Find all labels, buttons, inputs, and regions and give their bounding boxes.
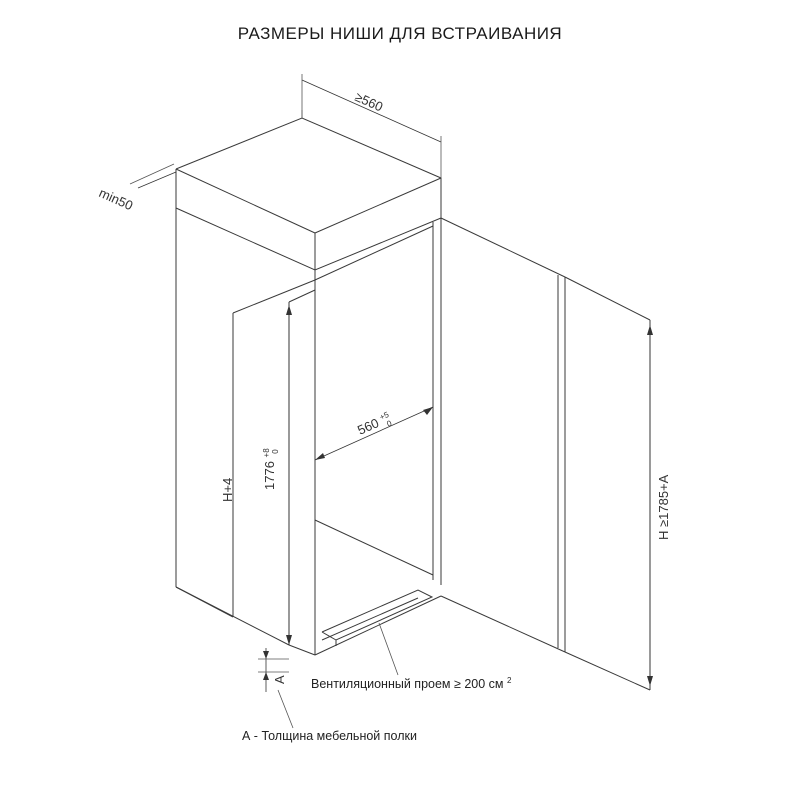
inner-height-tolerance: +8	[262, 448, 271, 458]
dimension-left-height	[220, 478, 235, 502]
dimension-inner-width	[315, 404, 433, 460]
inner-width-tolerance: +5	[378, 410, 391, 422]
inner-height-tolerance-low: 0	[271, 449, 280, 454]
dimension-inner-height	[257, 305, 292, 645]
dimension-total-height	[647, 325, 671, 686]
shelf-note: А - Толщина мебельной полки	[242, 729, 417, 743]
inner-height-value: 1776	[262, 461, 277, 490]
right-wall	[441, 218, 650, 690]
dimension-width-top	[302, 74, 441, 178]
gap-min-label: min50	[96, 185, 136, 214]
niche-body	[289, 218, 441, 655]
left-height-label: H+4	[220, 477, 235, 502]
inner-width-tolerance-low: 0	[385, 418, 394, 429]
top-box	[176, 110, 441, 270]
diagram-title: РАЗМЕРЫ НИШИ ДЛЯ ВСТРАИВАНИЯ	[237, 24, 563, 43]
shelf-thickness-label: A	[272, 675, 287, 684]
ventilation-superscript: 2	[506, 676, 512, 685]
ventilation-note	[311, 676, 512, 691]
inner-width-value: 560	[355, 415, 382, 438]
inner-width-label	[353, 404, 397, 440]
dimension-gap-min	[97, 164, 176, 213]
dimension-shelf-thickness	[258, 648, 289, 692]
ventilation-slot	[322, 590, 432, 646]
left-wall	[176, 169, 315, 645]
total-height-label: H ≥1785+A	[656, 474, 671, 540]
ventilation-text: Вентиляционный проем ≥ 200 см	[311, 677, 504, 691]
inner-height-label	[257, 445, 280, 490]
width-top-label: ≥560	[352, 89, 386, 115]
